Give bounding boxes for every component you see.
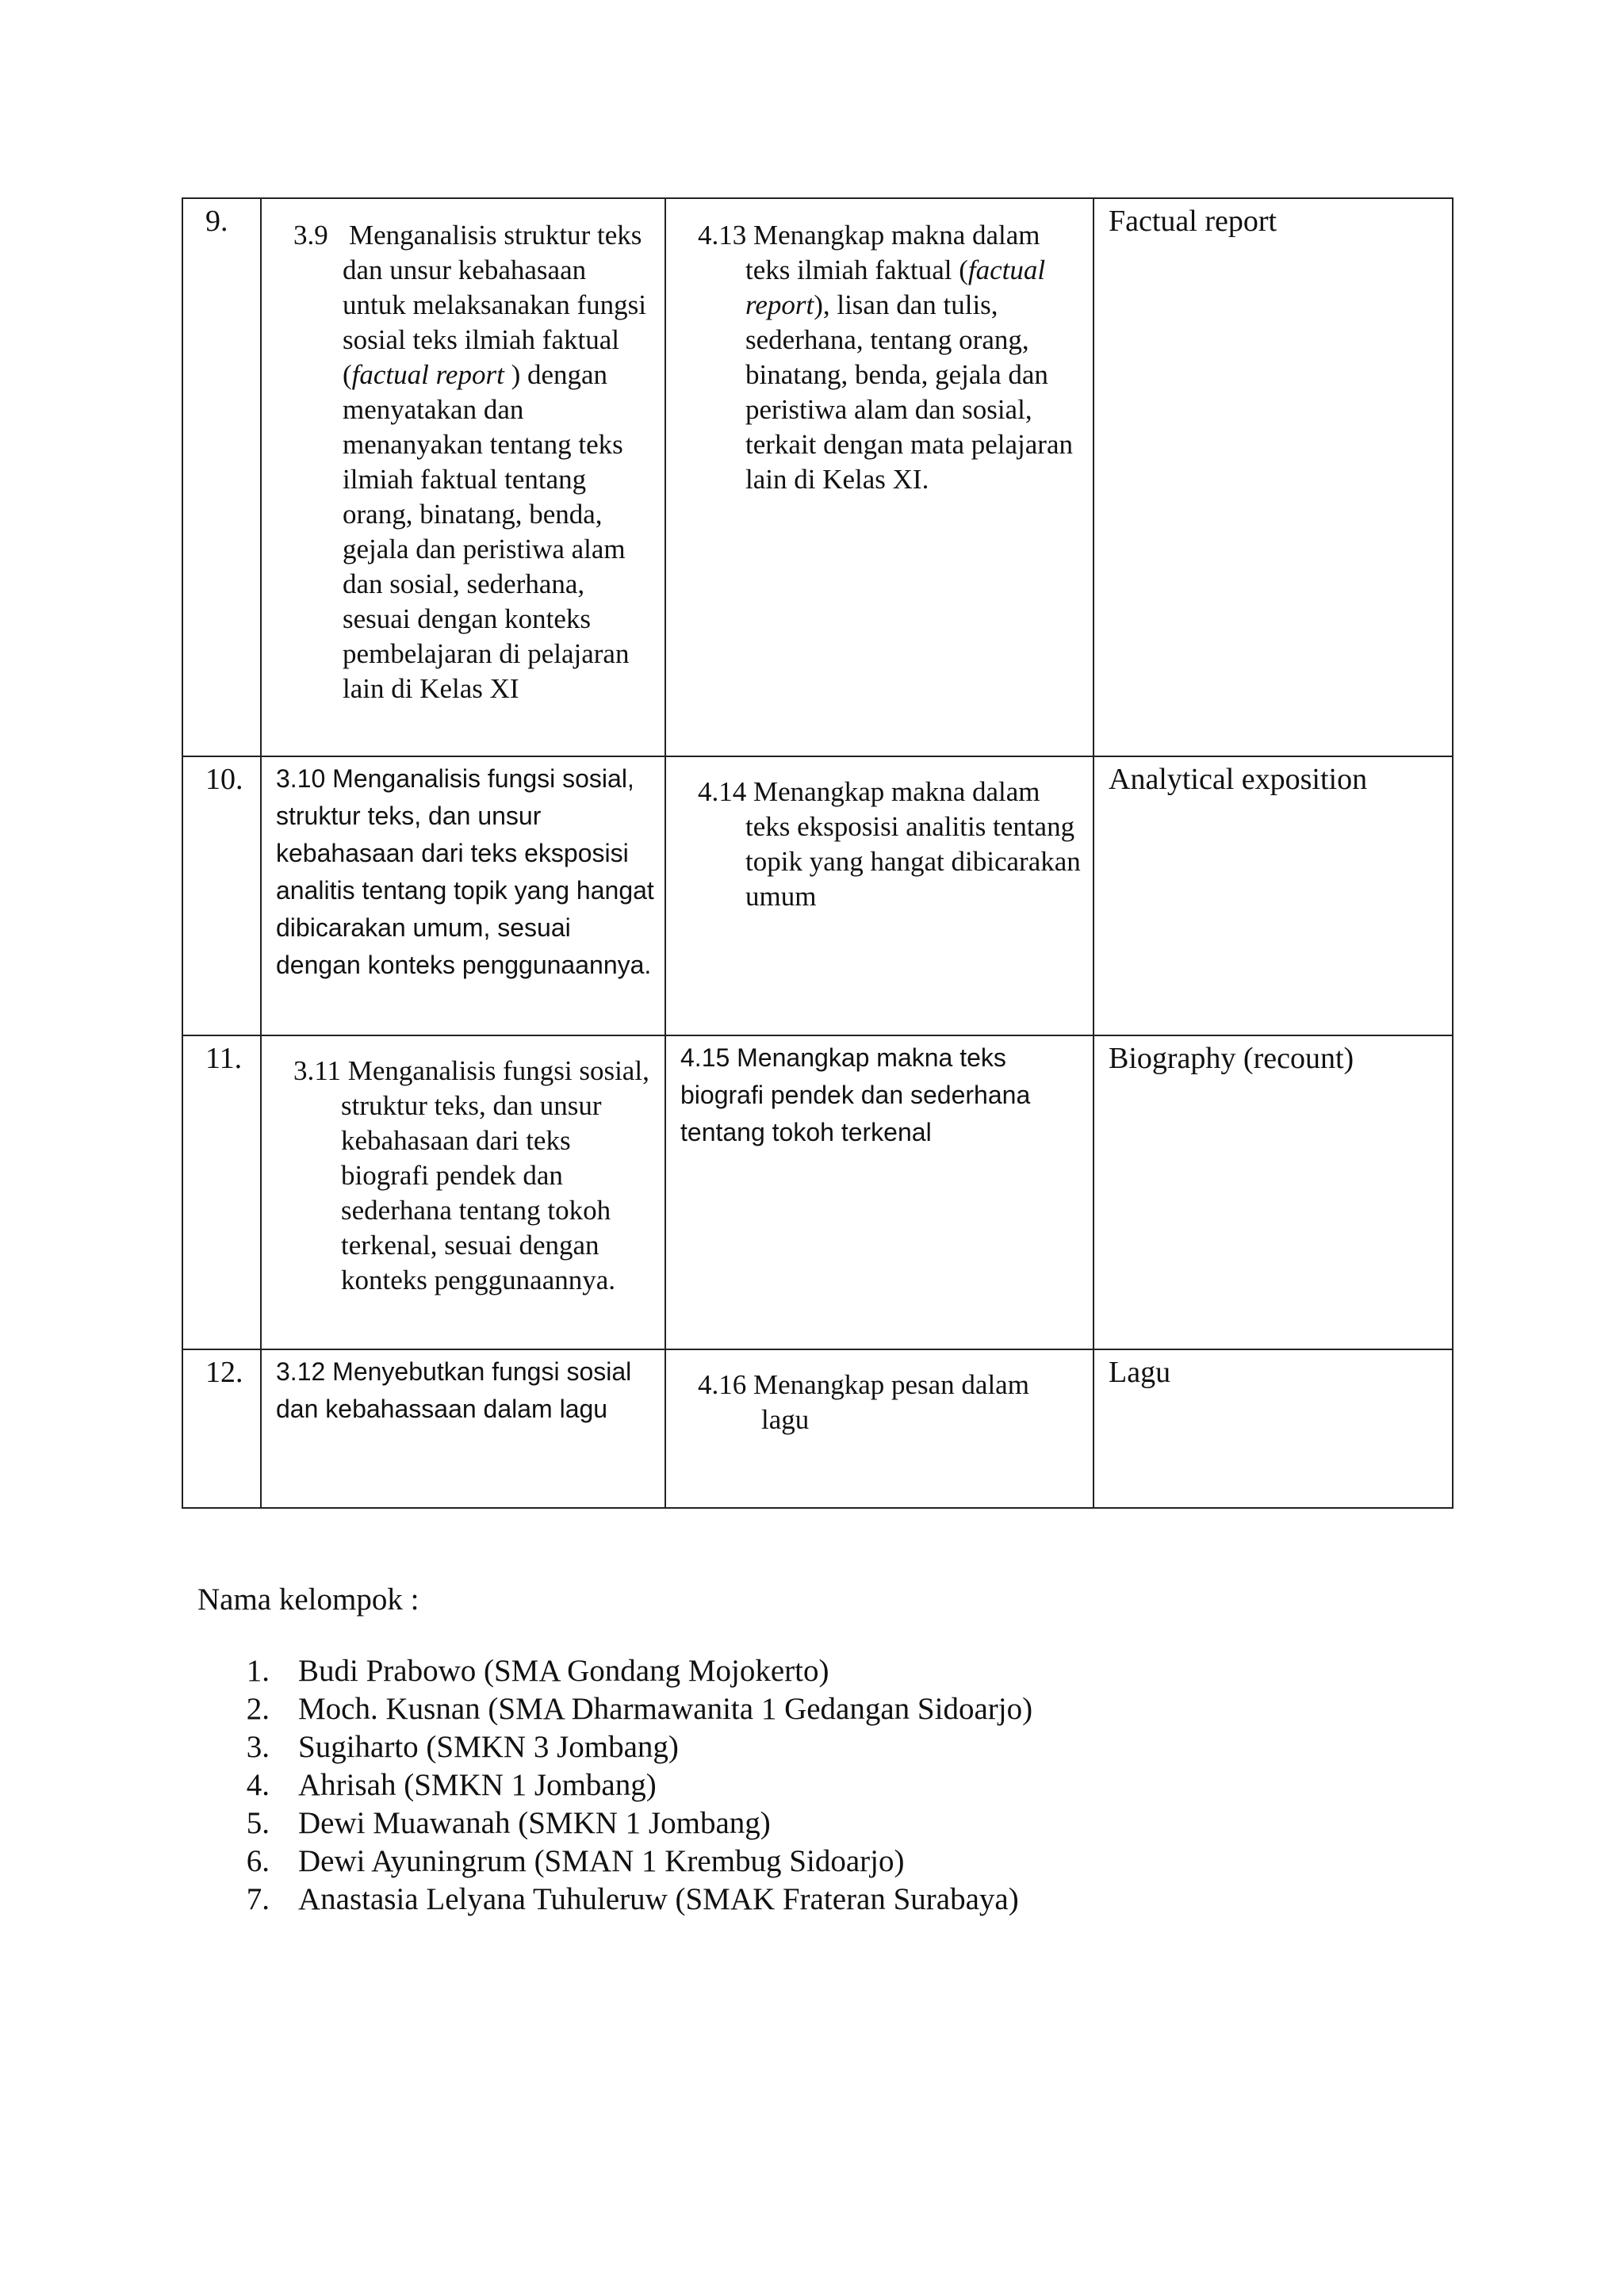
member-list	[238, 1652, 1032, 1919]
member-name: Ahrisah (SMKN 1 Jombang)	[298, 1768, 657, 1802]
list-item	[246, 1728, 1032, 1766]
kd3-text-italic: factual report	[351, 359, 504, 390]
topic-cell	[1094, 198, 1453, 756]
topic-text: Factual report	[1109, 205, 1277, 238]
member-name: Anastasia Lelyana Tuhuleruw (SMAK Frateran Surabaya)	[298, 1882, 1019, 1916]
row-number: 10.	[205, 763, 243, 796]
row-number-cell	[182, 1035, 261, 1349]
row-number-cell	[182, 1349, 261, 1508]
list-item	[246, 1804, 1032, 1843]
topic-cell	[1094, 1035, 1453, 1349]
kd4-text: 4.15 Menangkap makna teks biografi pendek dan sederhana tentang tokoh terkenal	[680, 1043, 1031, 1146]
list-item	[246, 1881, 1032, 1919]
member-number: 3.	[246, 1730, 270, 1764]
kd3-cell	[261, 1349, 665, 1508]
table-row	[182, 756, 1453, 1035]
row-number: 11.	[205, 1042, 243, 1075]
kd3-code: 3.9	[293, 220, 328, 251]
kd4-text-pre: Menangkap makna dalam teks ilmiah faktual (	[745, 220, 1040, 285]
kd4-text-body: Menangkap makna dalam teks eksposisi analitis tentang topik yang hangat dibicarakan umum	[745, 776, 1081, 912]
kd4-text	[682, 775, 1083, 914]
kd4-cell	[665, 1349, 1094, 1508]
topic-cell	[1094, 756, 1453, 1035]
kd3-cell	[261, 198, 665, 756]
table-row	[182, 1349, 1453, 1508]
kd3-text: 3.10 Menganalisis fungsi sosial, struktur teks, dan unsur kebahasaan dari teks eksposisi analitis tentang topik yang hangat dibicarakan umum, sesuai dengan konteks penggunaannya.	[276, 764, 654, 979]
kd4-code: 4.14	[698, 776, 747, 807]
kd4-text-italic: factual report	[745, 254, 1046, 320]
table-row	[182, 198, 1453, 756]
row-number: 9.	[205, 205, 228, 238]
kd4-text-post: ), lisan dan tulis, sederhana, tentang orang, binatang, benda, gejala dan peristiwa alam dan sosial, terkait dengan mata pelajaran lain di Kelas XI.	[745, 289, 1073, 495]
row-number-cell	[182, 198, 261, 756]
kd3-text: 3.12 Menyebutkan fungsi sosial dan kebahassaan dalam lagu	[276, 1357, 632, 1423]
member-number: 2.	[246, 1692, 270, 1726]
list-item	[246, 1766, 1032, 1804]
kd4-text	[682, 218, 1083, 497]
kd3-text	[278, 1054, 655, 1298]
kd4-text-body: Menangkap pesan dalam lagu	[753, 1369, 1029, 1435]
kd3-cell	[261, 1035, 665, 1349]
topic-text: Analytical exposition	[1109, 763, 1368, 796]
topic-text: Lagu	[1109, 1356, 1171, 1389]
member-name: Moch. Kusnan (SMA Dharmawanita 1 Gedangan Sidoarjo)	[298, 1692, 1033, 1726]
row-number-cell	[182, 756, 261, 1035]
member-number: 4.	[246, 1768, 270, 1802]
member-number: 7.	[246, 1882, 270, 1916]
member-number: 1.	[246, 1654, 270, 1688]
competency-table	[182, 197, 1454, 1509]
member-number: 5.	[246, 1806, 270, 1840]
row-number: 12.	[205, 1356, 243, 1389]
kd3-text-body: Menganalisis fungsi sosial, struktur teks, dan unsur kebahasaan dari teks biografi pendek dan sederhana tentang tokoh terkenal, sesuai dengan konteks penggunaannya.	[341, 1055, 649, 1295]
kd4-cell	[665, 756, 1094, 1035]
kd3-code: 3.11	[293, 1055, 341, 1086]
member-number: 6.	[246, 1844, 270, 1878]
list-item	[246, 1690, 1033, 1728]
kd3-text-post: ) dengan menyatakan dan menanyakan tentang teks ilmiah faktual tentang orang, binatang, benda, gejala dan peristiwa alam dan sosial, sederhana, sesuai dengan konteks pembelajaran di pelajaran lain di Kelas XI	[343, 359, 630, 704]
member-name: Budi Prabowo (SMA Gondang Mojokerto)	[298, 1654, 829, 1688]
kd3-text	[278, 218, 655, 706]
kd4-code: 4.13	[698, 220, 747, 251]
kd4-code: 4.16	[698, 1369, 747, 1400]
member-name: Dewi Ayuningrum (SMAN 1 Krembug Sidoarjo)	[298, 1844, 905, 1878]
table-row	[182, 1035, 1453, 1349]
member-name: Dewi Muawanah (SMKN 1 Jombang)	[298, 1806, 771, 1840]
group-heading: Nama kelompok :	[197, 1582, 419, 1617]
member-name: Sugiharto (SMKN 3 Jombang)	[298, 1730, 679, 1764]
kd3-text-pre: Menganalisis struktur teks dan unsur kebahasaan untuk melaksanakan fungsi sosial teks ilmiah faktual (	[343, 220, 646, 390]
list-item	[246, 1652, 1032, 1690]
list-item	[246, 1843, 1032, 1881]
topic-cell	[1094, 1349, 1453, 1508]
kd4-cell	[665, 198, 1094, 756]
kd4-text	[682, 1368, 1083, 1437]
kd4-cell	[665, 1035, 1094, 1349]
kd3-cell	[261, 756, 665, 1035]
topic-text: Biography (recount)	[1109, 1042, 1354, 1075]
